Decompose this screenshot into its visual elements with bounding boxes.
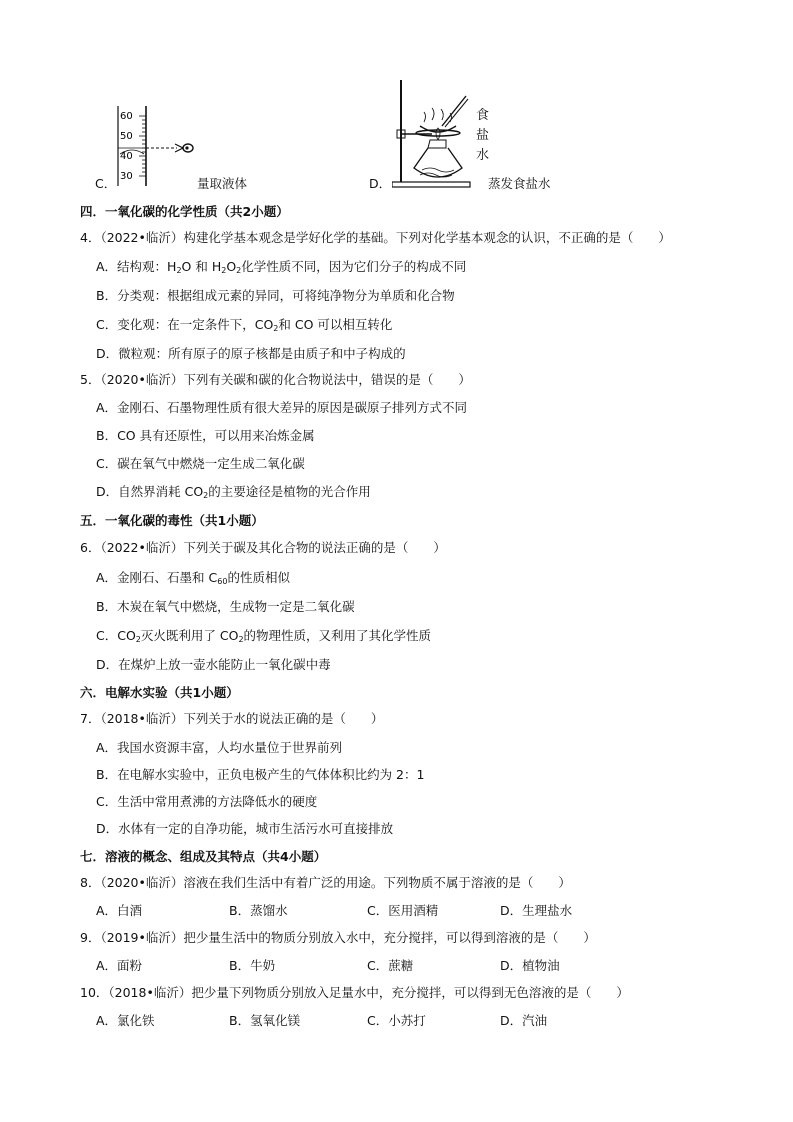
- question-10-choice-a: A．氯化铁: [96, 1013, 155, 1028]
- question-7-option-d: D．水体有一定的自净功能，城市生活污水可直接排放: [96, 821, 394, 836]
- question-4-option-c: C．变化观：在一定条件下，$CO_2$和 CO 可以相互转化: [96, 317, 393, 333]
- scale-50: 50: [120, 131, 133, 142]
- question-4-option-a: A．结构观：$H_2O$ 和 $H_2O_2$化学性质不同，因为它们分子的构成不同: [96, 259, 467, 275]
- question-5-option-b: B．CO 具有还原性，可以用来冶炼金属: [96, 428, 315, 443]
- question-4-option-d: D．微粒观：所有原子的原子核都是由质子和中子构成的: [96, 346, 406, 361]
- scale-40: 40: [120, 151, 133, 162]
- question-9-stem: 9．（2019•临沂）把少量生活中的物质分别放入水中，充分搅拌，可以得到溶液的是（ ）: [80, 930, 596, 945]
- question-10-choice-d: D．汽油: [500, 1013, 548, 1028]
- salt-water-char-3: 水: [476, 148, 490, 163]
- section-heading: 五．一氧化碳的毒性（共1小题）: [80, 513, 264, 528]
- question-10-stem: 10．（2018•临沂）把少量下列物质分别放入足量水中，充分搅拌，可以得到无色溶液的是（ ）: [80, 985, 629, 1000]
- question-8-choice-d: D．生理盐水: [500, 903, 573, 918]
- question-5-option-d: D．自然界消耗 $CO_2$的主要途径是植物的光合作用: [96, 484, 371, 500]
- section-heading: 七．溶液的概念、组成及其特点（共4小题）: [80, 849, 327, 864]
- question-9-choice-b: B．牛奶: [229, 958, 276, 973]
- scale-60: 60: [120, 111, 133, 122]
- evaporation-apparatus-figure: [392, 78, 482, 190]
- salt-water-char-2: 盐: [476, 128, 490, 143]
- question-5-stem: 5．（2020•临沂）下列有关碳和碳的化合物说法中，错误的是（ ）: [80, 372, 471, 387]
- question-7-option-a: A．我国水资源丰富，人均水量位于世界前列: [96, 740, 343, 755]
- question-8-choice-b: B．蒸馏水: [229, 903, 288, 918]
- question-5-option-c: C．碳在氧气中燃烧一定生成二氧化碳: [96, 456, 305, 471]
- question-9-choice-a: A．面粉: [96, 958, 143, 973]
- question-8-choice-a: A．白酒: [96, 903, 143, 918]
- question-7-stem: 7．（2018•临沂）下列关于水的说法正确的是（ ）: [80, 711, 384, 726]
- question-4-option-b: B．分类观：根据组成元素的异同，可将纯净物分为单质和化合物: [96, 288, 455, 303]
- question-9-choice-d: D．植物油: [500, 958, 560, 973]
- graduated-cylinder-figure: [115, 106, 205, 188]
- question-6-stem: 6．（2022•临沂）下列关于碳及其化合物的说法正确的是（ ）: [80, 540, 446, 555]
- question-8-choice-c: C．医用酒精: [367, 903, 439, 918]
- option-c-label: C．: [95, 176, 117, 191]
- question-6-option-c: C．$CO_2$灭火既利用了 $CO_2$的物理性质，又利用了其化学性质: [96, 628, 432, 644]
- figure-d-caption: 蒸发食盐水: [488, 176, 551, 191]
- question-4-stem: 4．（2022•临沂）构建化学基本观念是学好化学的基础。下列对化学基本观念的认识，不正确的是（ ）: [80, 230, 671, 245]
- salt-water-label: [476, 106, 489, 166]
- scale-30: 30: [120, 171, 133, 182]
- question-7-option-b: B．在电解水实验中，正负电极产生的气体体积比约为 2：1: [96, 767, 425, 782]
- figure-c-caption: 量取液体: [197, 176, 248, 191]
- question-7-option-c: C．生活中常用煮沸的方法降低水的硬度: [96, 794, 318, 809]
- question-8-stem: 8．（2020•临沂）溶液在我们生活中有着广泛的用途。下列物质不属于溶液的是（ ）: [80, 875, 571, 890]
- question-6-option-a: A．金刚石、石墨和 $C_{60}$的性质相似: [96, 570, 290, 586]
- salt-water-char-1: 食: [476, 108, 490, 123]
- section-heading: 四．一氧化碳的化学性质（共2小题）: [80, 204, 289, 219]
- question-6-option-b: B．木炭在氧气中燃烧，生成物一定是二氧化碳: [96, 599, 355, 614]
- section-heading: 六．电解水实验（共1小题）: [80, 685, 239, 700]
- question-10-choice-b: B．氢氧化镁: [229, 1013, 301, 1028]
- question-5-option-a: A．金刚石、石墨物理性质有很大差异的原因是碳原子排列方式不同: [96, 400, 468, 415]
- question-10-choice-c: C．小苏打: [367, 1013, 426, 1028]
- question-6-option-d: D．在煤炉上放一壶水能防止一氧化碳中毒: [96, 657, 331, 672]
- option-d-label: D．: [369, 176, 392, 191]
- question-9-choice-c: C．蔗糖: [367, 958, 414, 973]
